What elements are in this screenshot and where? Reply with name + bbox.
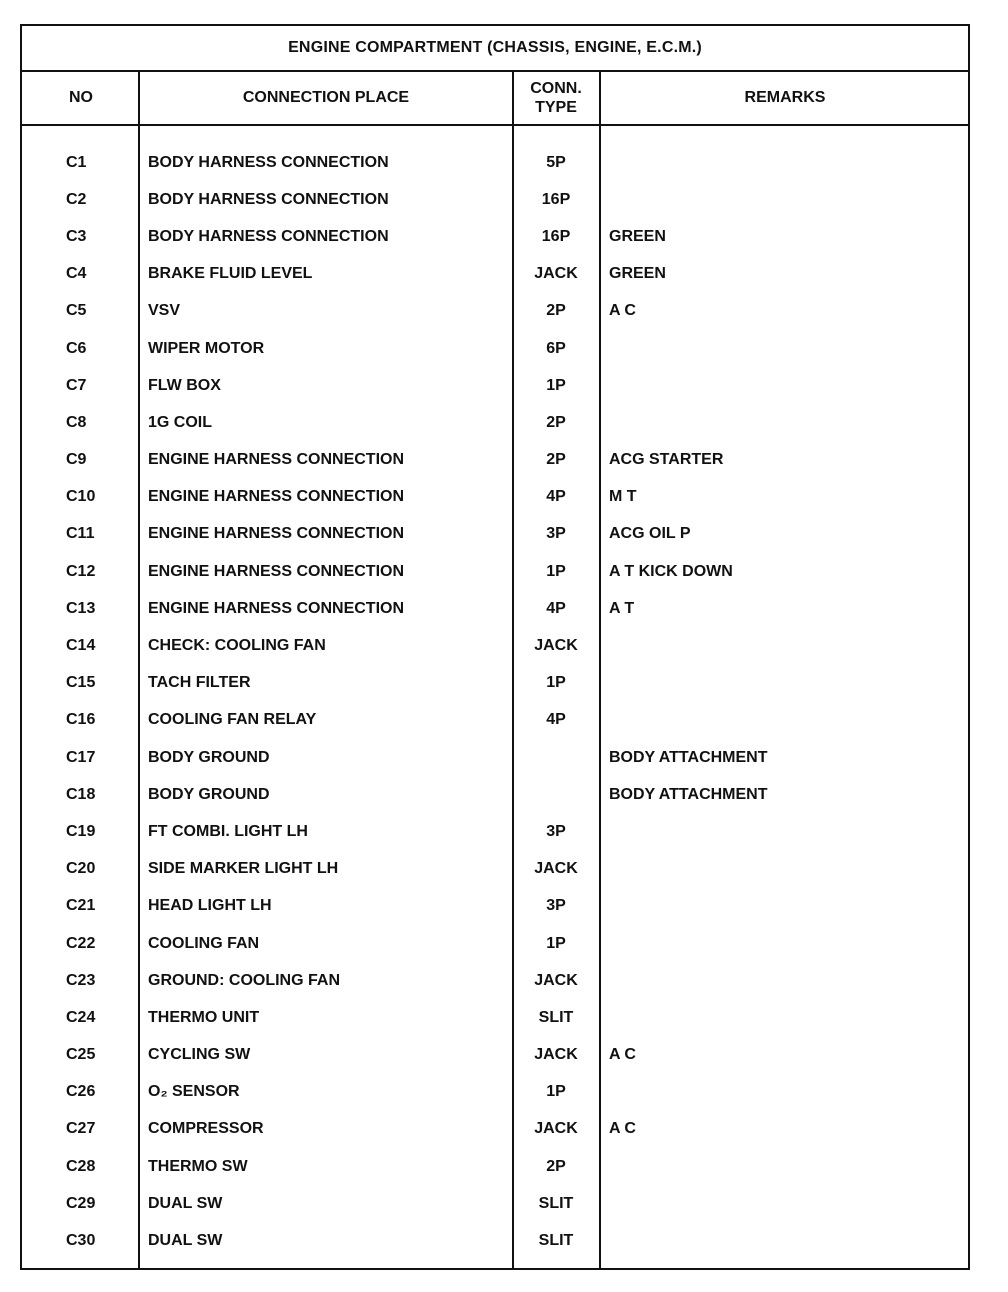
cell-conn-type: 2P xyxy=(546,451,566,469)
cell-no: C17 xyxy=(66,748,96,766)
cell-no: C6 xyxy=(66,339,87,357)
cell-no: C14 xyxy=(66,637,96,655)
table-row xyxy=(22,739,968,776)
cell-conn-type: SLIT xyxy=(538,1194,574,1212)
cell-connection-place: BODY HARNESS CONNECTION xyxy=(148,153,389,171)
table-body xyxy=(22,144,968,1260)
table-row xyxy=(22,1148,968,1185)
cell-connection-place: ENGINE HARNESS CONNECTION xyxy=(148,488,405,506)
header-conn-type xyxy=(512,72,600,124)
cell-no: C27 xyxy=(66,1120,96,1138)
cell-connection-place: CYCLING SW xyxy=(148,1046,251,1064)
cell-remarks: GREEN xyxy=(609,227,666,245)
cell-remarks: BODY ATTACHMENT xyxy=(609,748,768,766)
cell-connection-place: COOLING FAN RELAY xyxy=(148,711,317,729)
cell-connection-place: BODY HARNESS CONNECTION xyxy=(148,190,389,208)
cell-no: C13 xyxy=(66,599,96,617)
cell-no: C19 xyxy=(66,822,96,840)
cell-conn-type: 3P xyxy=(546,822,566,840)
cell-conn-type: 4P xyxy=(546,711,566,729)
table-row xyxy=(22,293,968,330)
cell-conn-type: SLIT xyxy=(538,1008,574,1026)
table-row xyxy=(22,553,968,590)
table-row xyxy=(22,925,968,962)
cell-conn-type: 16P xyxy=(541,190,571,208)
table-title: ENGINE COMPARTMENT (CHASSIS, ENGINE, E.C.M.) xyxy=(22,26,968,72)
cell-conn-type: 1P xyxy=(546,562,566,580)
cell-connection-place: FLW BOX xyxy=(148,376,221,394)
cell-conn-type: JACK xyxy=(534,1120,578,1138)
cell-conn-type: 1P xyxy=(546,1083,566,1101)
cell-connection-place: COOLING FAN xyxy=(148,934,260,952)
table-row xyxy=(22,888,968,925)
cell-remarks: A C xyxy=(609,1046,636,1064)
cell-conn-type: 1P xyxy=(546,674,566,692)
cell-remarks: GREEN xyxy=(609,265,666,283)
cell-connection-place: COMPRESSOR xyxy=(148,1120,264,1138)
cell-remarks: A T xyxy=(609,599,635,617)
table-row xyxy=(22,627,968,664)
cell-no: C26 xyxy=(66,1083,96,1101)
table-row xyxy=(22,813,968,850)
table-row xyxy=(22,367,968,404)
cell-conn-type: 2P xyxy=(546,1157,566,1175)
cell-conn-type: 4P xyxy=(546,488,566,506)
cell-conn-type: 5P xyxy=(546,153,566,171)
header-conn-type-line1: CONN. xyxy=(530,80,582,97)
cell-no: C24 xyxy=(66,1008,96,1026)
table-row xyxy=(22,999,968,1036)
cell-no: C30 xyxy=(66,1232,96,1250)
header-conn-type-line2: TYPE xyxy=(535,99,577,116)
table-row xyxy=(22,702,968,739)
cell-no: C5 xyxy=(66,302,87,320)
table-row xyxy=(22,256,968,293)
cell-connection-place: WIPER MOTOR xyxy=(148,339,265,357)
cell-connection-place: TACH FILTER xyxy=(148,674,251,692)
cell-remarks: A C xyxy=(609,302,636,320)
cell-connection-place: 1G COIL xyxy=(148,413,213,431)
cell-conn-type: JACK xyxy=(534,1046,578,1064)
cell-no: C12 xyxy=(66,562,96,580)
table-header xyxy=(22,72,968,126)
cell-no: C9 xyxy=(66,451,87,469)
cell-no: C3 xyxy=(66,227,87,245)
cell-no: C20 xyxy=(66,860,96,878)
cell-connection-place: BODY GROUND xyxy=(148,748,270,766)
table-row xyxy=(22,851,968,888)
cell-conn-type: 6P xyxy=(546,339,566,357)
cell-no: C22 xyxy=(66,934,96,952)
cell-no: C18 xyxy=(66,785,96,803)
table-row xyxy=(22,665,968,702)
cell-conn-type: 16P xyxy=(541,227,571,245)
cell-no: C21 xyxy=(66,897,96,915)
table-row xyxy=(22,590,968,627)
cell-no: C11 xyxy=(66,525,95,543)
table-row xyxy=(22,1111,968,1148)
cell-connection-place: BRAKE FLUID LEVEL xyxy=(148,265,313,283)
table-row xyxy=(22,144,968,181)
cell-connection-place: ENGINE HARNESS CONNECTION xyxy=(148,525,405,543)
cell-remarks: ACG STARTER xyxy=(609,451,724,469)
cell-connection-place: ENGINE HARNESS CONNECTION xyxy=(148,599,405,617)
cell-remarks: M T xyxy=(609,488,637,506)
header-no: NO xyxy=(69,89,93,106)
cell-connection-place: GROUND: COOLING FAN xyxy=(148,971,340,989)
cell-conn-type: JACK xyxy=(534,265,578,283)
cell-remarks: A T KICK DOWN xyxy=(609,562,733,580)
cell-connection-place: VSV xyxy=(148,302,181,320)
cell-conn-type: SLIT xyxy=(538,1232,574,1250)
cell-conn-type: 2P xyxy=(546,302,566,320)
cell-connection-place: FT COMBI. LIGHT LH xyxy=(148,822,308,840)
cell-no: C2 xyxy=(66,190,87,208)
cell-connection-place: DUAL SW xyxy=(148,1232,223,1250)
table-row xyxy=(22,181,968,218)
cell-connection-place: THERMO SW xyxy=(148,1157,248,1175)
cell-conn-type: JACK xyxy=(534,860,578,878)
table-row xyxy=(22,1222,968,1259)
cell-connection-place: CHECK: COOLING FAN xyxy=(148,637,326,655)
cell-conn-type: 1P xyxy=(546,376,566,394)
connector-table xyxy=(20,24,970,1270)
cell-connection-place: SIDE MARKER LIGHT LH xyxy=(148,860,339,878)
cell-no: C23 xyxy=(66,971,96,989)
cell-remarks: BODY ATTACHMENT xyxy=(609,785,768,803)
table-row xyxy=(22,1185,968,1222)
table-row xyxy=(22,776,968,813)
table-row xyxy=(22,1074,968,1111)
table-row xyxy=(22,516,968,553)
cell-no: C1 xyxy=(66,153,87,171)
cell-no: C4 xyxy=(66,265,87,283)
cell-connection-place: BODY GROUND xyxy=(148,785,270,803)
cell-connection-place: THERMO UNIT xyxy=(148,1008,260,1026)
table-row xyxy=(22,479,968,516)
cell-conn-type: 1P xyxy=(546,934,566,952)
table-row xyxy=(22,404,968,441)
cell-no: C10 xyxy=(66,488,96,506)
cell-connection-place: DUAL SW xyxy=(148,1194,223,1212)
cell-no: C25 xyxy=(66,1046,96,1064)
cell-connection-place: ENGINE HARNESS CONNECTION xyxy=(148,562,405,580)
cell-remarks: ACG OIL P xyxy=(609,525,691,543)
cell-connection-place: HEAD LIGHT LH xyxy=(148,897,272,915)
table-row xyxy=(22,330,968,367)
cell-no: C7 xyxy=(66,376,87,394)
cell-remarks: A C xyxy=(609,1120,636,1138)
table-row xyxy=(22,442,968,479)
cell-connection-place: O₂ SENSOR xyxy=(148,1083,240,1101)
table-row xyxy=(22,218,968,255)
cell-no: C8 xyxy=(66,413,87,431)
cell-conn-type: 3P xyxy=(546,525,566,543)
cell-connection-place: ENGINE HARNESS CONNECTION xyxy=(148,451,405,469)
cell-conn-type: JACK xyxy=(534,971,578,989)
cell-no: C16 xyxy=(66,711,96,729)
cell-no: C15 xyxy=(66,674,96,692)
cell-conn-type: 3P xyxy=(546,897,566,915)
table-row xyxy=(22,962,968,999)
header-connection-place: CONNECTION PLACE xyxy=(242,89,410,106)
cell-connection-place: BODY HARNESS CONNECTION xyxy=(148,227,389,245)
table-row xyxy=(22,1037,968,1074)
cell-conn-type: 4P xyxy=(546,599,566,617)
cell-conn-type: 2P xyxy=(546,413,566,431)
cell-no: C28 xyxy=(66,1157,96,1175)
header-remarks: REMARKS xyxy=(744,89,826,106)
cell-no: C29 xyxy=(66,1194,96,1212)
cell-conn-type: JACK xyxy=(534,637,578,655)
